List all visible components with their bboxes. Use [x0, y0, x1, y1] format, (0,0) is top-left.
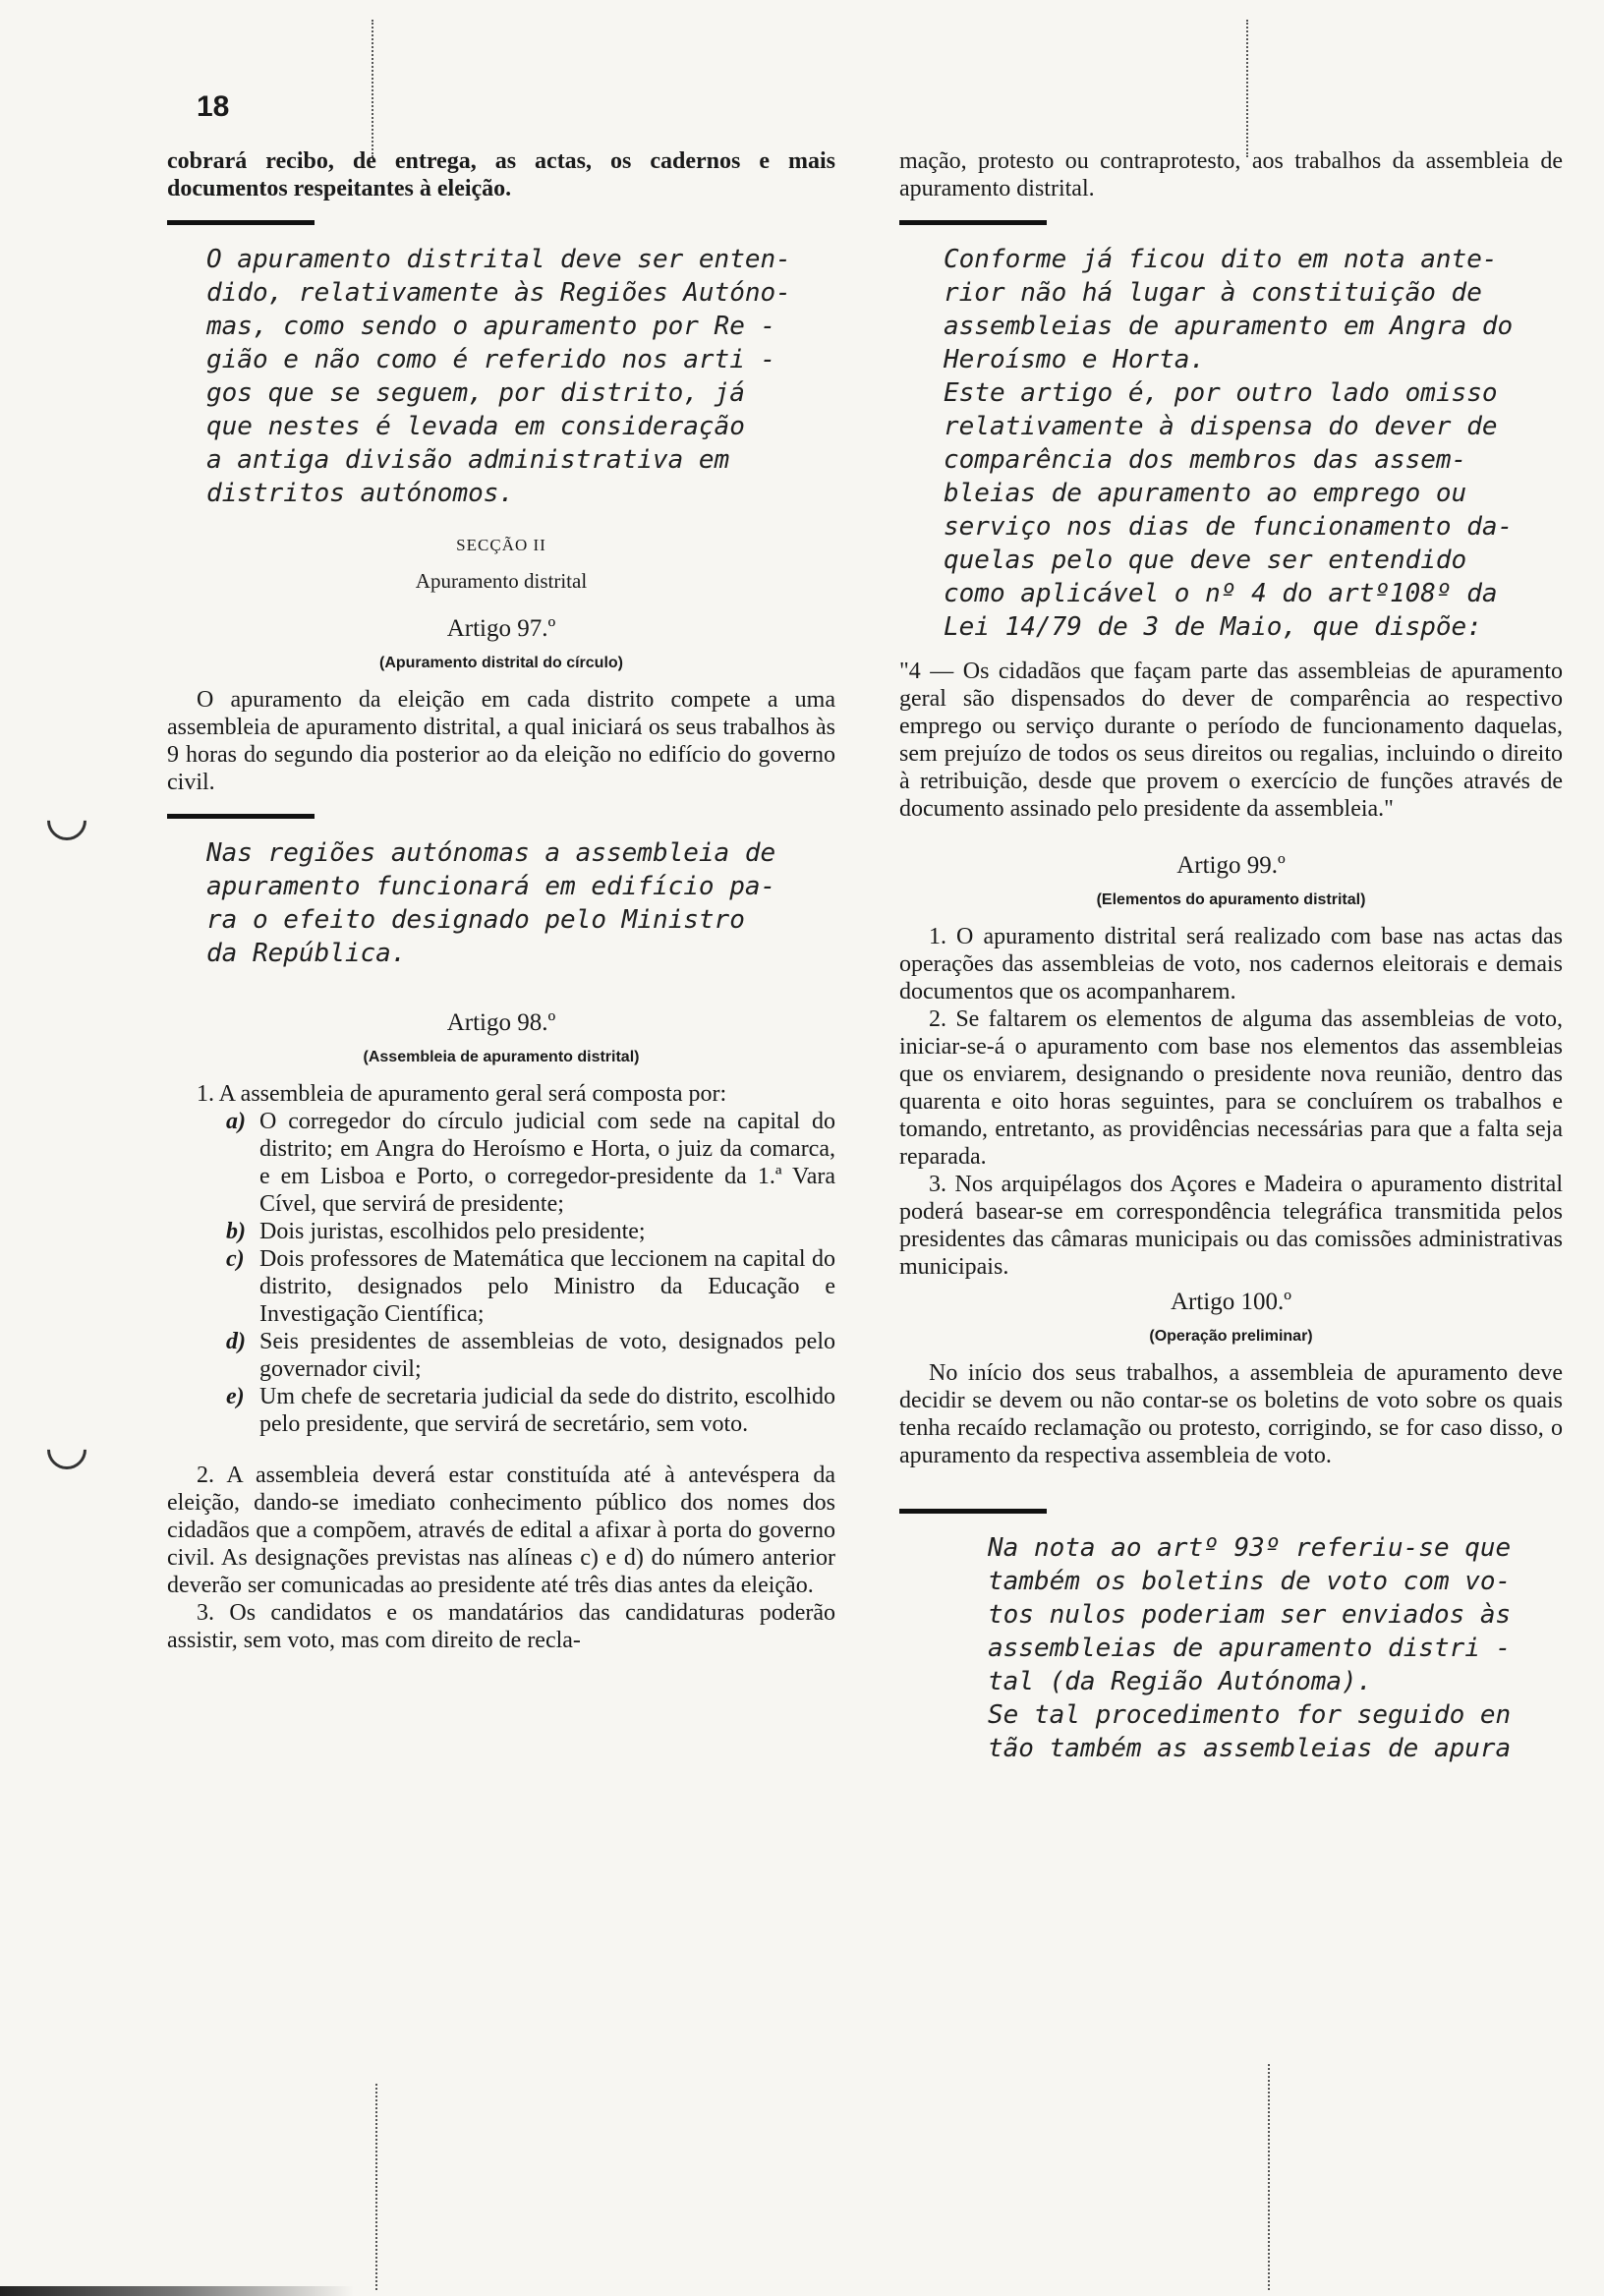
- list-item: [226, 1383, 835, 1438]
- list-item: [226, 1108, 835, 1218]
- divider: [899, 220, 1047, 225]
- continuation-text: mação, protesto ou contraprotesto, aos trabalhos da assembleia de apuramento distrital.: [899, 148, 1563, 201]
- list-item: [226, 1218, 835, 1245]
- subsection-heading: Apuramento distrital: [415, 569, 588, 593]
- list-item-label: b): [226, 1219, 246, 1244]
- article-99-subtitle: (Elementos do apuramento distrital): [1096, 891, 1366, 908]
- list-item-text: Dois juristas, escolhidos pelo presidente;: [259, 1219, 646, 1244]
- handwritten-note-2: Nas regiões autónomas a assembleia de apuramento funcionará em edifício pa- ra o efeito designado pelo Ministro da República.: [206, 838, 776, 968]
- article-97-subtitle: (Apuramento distrital do círculo): [378, 655, 623, 671]
- list-item: [226, 1245, 835, 1328]
- article-98-subtitle: (Assembleia de apuramento distrital): [363, 1049, 640, 1065]
- article-99-paragraph-1: 1. O apuramento distrital será realizado com base nas actas das operações das assembleias de voto, nos cadernos eleitorais e demais documentos que os acompanharem.: [899, 924, 1563, 1004]
- article-97-title: Artigo 97.º: [446, 615, 556, 642]
- article-97-text: O apuramento da eleição em cada distrito compete a uma assembleia de apuramento distrital, a qual iniciará os seus trabalhos às 9 horas do segundo dia posterior ao da eleição no edifício do governo civil.: [167, 687, 835, 795]
- right-column: [899, 147, 1563, 1765]
- divider: [167, 814, 315, 819]
- divider: [167, 220, 315, 225]
- scan-edge: [0, 2286, 354, 2296]
- list-item-label: a): [226, 1109, 246, 1134]
- article-99-title: Artigo 99.º: [1176, 852, 1286, 879]
- handwritten-note-3: Conforme já ficou dito em nota ante- rior não há lugar à constituição de assembleias de apuramento em Angra do Heroísmo e Horta. Este artigo é, por outro lado omisso relativamente à dispensa do dever de comparência dos membros das assem- bleias de apuramento ao emprego ou serviço nos dias de funcionamento da- quelas pelo que deve ser entendido como aplicável o nº 4 do artº108º da Lei 14/79 de 3 de Maio, que dispõe:: [944, 245, 1514, 642]
- article-100-title: Artigo 100.º: [1170, 1289, 1292, 1315]
- divider: [899, 1509, 1047, 1514]
- handwritten-note-1: O apuramento distrital deve ser enten- dido, relativamente às Regiões Autóno- mas, como sendo o apuramento por Re - gião e não como é referido nos arti - gos que se seguem, por distrito, já que nestes é levada em consideração a antiga divisão administrativa em distritos autónomos.: [206, 245, 791, 508]
- left-column: [167, 147, 835, 1654]
- article-98-paragraph-3: 3. Os candidatos e os mandatários das candidaturas poderão assistir, sem voto, mas com direito de recla-: [167, 1600, 835, 1653]
- list-item: [226, 1328, 835, 1383]
- fold-line: [375, 2084, 377, 2290]
- intro-text: cobrará recibo, de entrega, as actas, os cadernos e mais documentos respeitantes à eleição.: [167, 148, 835, 201]
- article-98-paragraph-2: 2. A assembleia deverá estar constituída até à antevéspera da eleição, dando-se imediato conhecimento público dos nomes dos cidadãos que a compõem, através de edital a afixar à porta do governo civil. As designações previstas nas alíneas c) e d) do número anterior deverão ser comunicadas ao presidente até três dias antes da eleição.: [167, 1463, 835, 1598]
- article-98-title: Artigo 98.º: [446, 1009, 556, 1036]
- handwritten-note-4: Na nota ao artº 93º referiu-se que também os boletins de voto com vo- tos nulos poderiam ser enviados às assembleias de apuramento distri - tal (da Região Autónoma). Se tal procedimento for seguido en tão também as assembleias de apura: [988, 1533, 1512, 1763]
- binding-hole-icon: [39, 793, 95, 849]
- page-number: 18: [197, 90, 230, 123]
- law-quote: "4 — Os cidadãos que façam parte das assembleias de apuramento geral são dispensados do dever de comparência ao respectivo emprego ou serviço durante o período de funcionamento daquelas, sem prejuízo de todos os seus direitos ou regalias, incluindo o direito à retribuição, desde que provem o exercício de funções através de documento assinado pelo presidente da assembleia.": [899, 659, 1563, 822]
- list-item-label: d): [226, 1329, 246, 1354]
- list-item-label: e): [226, 1384, 245, 1409]
- section-heading: SECÇÃO II: [456, 536, 546, 554]
- article-100-text: No início dos seus trabalhos, a assembleia de apuramento deve decidir se devem ou não contar-se os boletins de voto sobre os quais tenha recaído reclamação ou protesto, corrigindo, se for caso disso, o apuramento da respectiva assembleia de voto.: [899, 1360, 1563, 1468]
- fold-line: [1246, 20, 1248, 157]
- article-99-paragraph-3: 3. Nos arquipélagos dos Açores e Madeira o apuramento distrital poderá basear-se em correspondência telegráfica transmitida pelos presidentes das câmaras municipais ou das comissões administrativas municipais.: [899, 1172, 1563, 1280]
- article-98-paragraph-1: 1. A assembleia de apuramento geral será composta por:: [197, 1081, 727, 1107]
- binding-hole-icon: [39, 1422, 95, 1478]
- list-item-text: Seis presidentes de assembleias de voto, designados pelo governador civil;: [259, 1329, 835, 1382]
- list-item-text: Dois professores de Matemática que leccionem na capital do distrito, designados pelo Ministro da Educação e Investigação Científica;: [259, 1246, 835, 1327]
- article-100-subtitle: (Operação preliminar): [1149, 1328, 1313, 1345]
- list-item-text: O corregedor do círculo judicial com sede na capital do distrito; em Angra do Heroísmo e Horta, o juiz da comarca, e em Lisboa e Porto, o corregedor-presidente da 1.ª Vara Cível, que servirá de presidente;: [259, 1109, 835, 1217]
- list-item-text: Um chefe de secretaria judicial da sede do distrito, escolhido pelo presidente, que servirá de secretário, sem voto.: [259, 1384, 835, 1437]
- article-99-paragraph-2: 2. Se faltarem os elementos de alguma das assembleias de voto, iniciar-se-á o apuramento com base nos elementos das assembleias que os enviarem, designando o presidente nova reunião, dentro das quarenta e oito horas seguintes, para se concluírem os trabalhos e tomando, entretanto, as providências necessárias para que a falta seja reparada.: [899, 1006, 1563, 1170]
- list-item-label: c): [226, 1246, 245, 1272]
- fold-line: [1268, 2064, 1270, 2290]
- fold-line: [372, 20, 373, 157]
